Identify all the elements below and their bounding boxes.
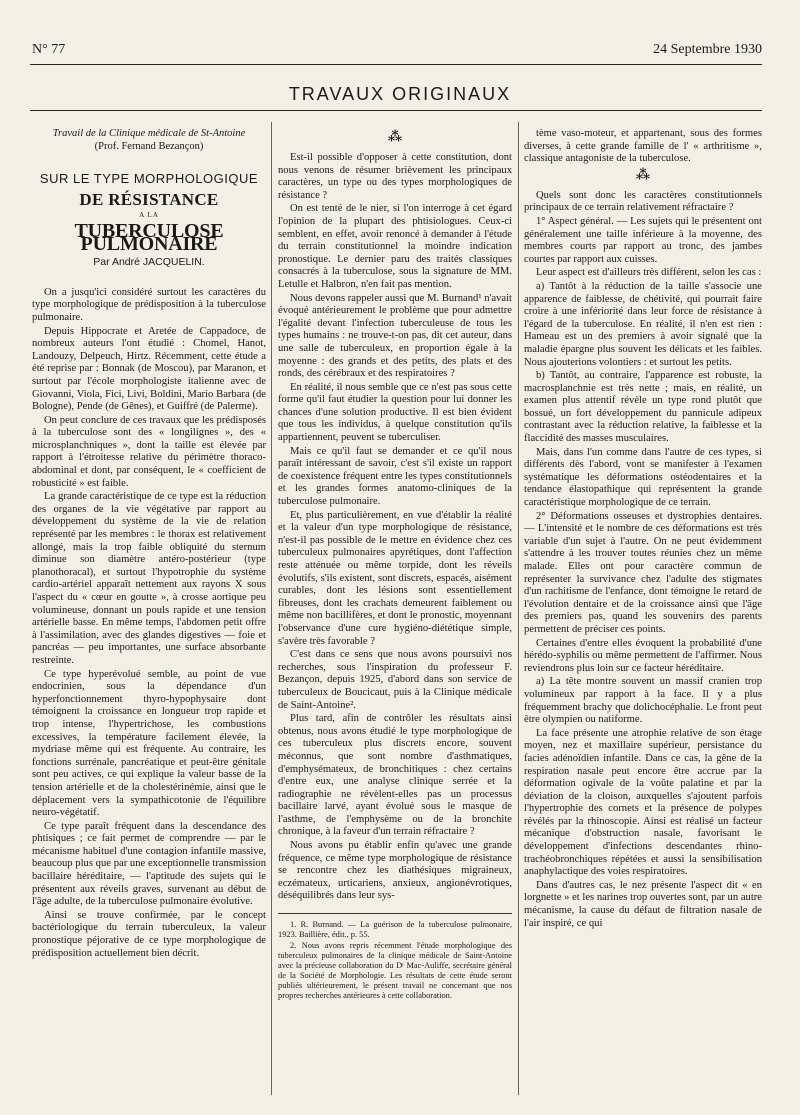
paragraph: 1° Aspect général. — Les sujets qui le présentent ont généralement une taille inférieure à la moyenne, des membres courts par rapport au tronc, des jambes courtes par rapport aux cuisses. — [524, 215, 762, 265]
column-divider — [518, 122, 519, 1095]
paragraph: Nous avons pu établir enfin qu'avec une grande fréquence, ce même type morphologique de résistance se rencontre chez les diathésiques migraineux, eczémateux, urticariens, anxieux, angionévrotiques, déséquilibrés dans leur sys- — [278, 840, 512, 902]
paragraph: Ce type paraît fréquent dans la descendance des phtisiques ; ce fait permet de comprendre — par le mécanisme habituel d'une contagion infantile massive, beaucoup plus que par une exceptionnelle transmission bacillaire héréditaire, — l'aptitude des sujets qui le présentent aux réveils graves, survenant au début de l'âge adulte, de la tuberculose pulmonaire évolutive. — [32, 820, 266, 908]
paragraph: Certaines d'entre elles évoquent la probabilité d'une hérédo-syphilis ou même permettent de l'affirmer. Nous reviendrons plus loin sur ce facteur héréditaire. — [524, 637, 762, 674]
page-header — [32, 42, 762, 62]
paragraph: a) La tête montre souvent un massif cranien trop volumineux par rapport à la face. Il y a plus fréquemment brachy que dolichocéphalie. Le front peut être olympien ou natiforme. — [524, 676, 762, 726]
paragraph: Et, plus particulièrement, en vue d'établir la réalité et la valeur d'un type morphologique de résistance, n'est-il pas possible de le mettre en évidence chez ces tuberculeux pulmonaires apyrétiques, dont l'affection reste atténuée ou même torpide, dont les réveils évolutifs, s'ils existent, sont discrets, espacés, aisément curables, dont les lésions sont essentiellement fibreuses, dont les crachats demeurent faiblement ou même non bacillifères, et dont le pronostic, moyennant l'observance d'une cure hygiéno-diététique simple, s'avère très favorable ? — [278, 509, 512, 647]
paragraph: 2° Déformations osseuses et dystrophies dentaires. — L'intensité et le nombre de ces déformations est très variable d'un sujet à l'autre. On ne peut évidemment s'attendre à les trouver toutes réunies chez un même malade. Elles ont pour caractère commun de représenter la survivance chez l'adulte des stigmates d'un rachitisme de l'enfance, dont témoigne le retard de l'évolution dentaire et de la croissance ainsi que l'âge des premiers pas, quand les souvenirs des parents permettent de préciser ces points. — [524, 510, 762, 635]
section-title: TRAVAUX ORIGINAUX — [288, 84, 512, 104]
paragraph: Dans d'autres cas, le nez présente l'aspect dit « en lorgnette » et les narines trop ouvertes sont, par un autre mécanisme, la cause du défaut de filtration nasale de l'air inspiré, ce qui — [524, 879, 762, 929]
paragraph: Ainsi se trouve confirmée, par le concept bactériologique du terrain tuberculeux, la valeur pronostique péjorative de ce type morphologique de prédisposition actuellement bien décrit. — [32, 909, 266, 959]
paragraph: a) Tantôt à la réduction de la taille s'associe une apparence de faiblesse, de chétivité, qui pourrait faire croire à une infériorité dans leur force de résistance à l'égard de la tuberculose. En réalité, il n'en est rien : Hameau est un des premiers à avoir signalé que la maladie épargne plus souvent les délicats et les faibles. Nous ajouterions volontiers : et surtout les petits. — [524, 280, 762, 368]
paragraph: On est tenté de le nier, si l'on interroge à cet égard l'opinion de la plupart des phtisiologues. Ceux-ci semblent, en effet, avoir renoncé à demander à l'étude du terrain constitutionnel la moindre indication pronostique. Le dernier paru des traités classiques consacrés à la tuberculose, sous la signature de MM. Letulle et Halbron, n'en fait pas mention. — [278, 203, 512, 290]
paragraph: Depuis Hippocrate et Aretée de Cappadoce, de nombreux auteurs l'ont étudié : Chomel, Hanot, Landouzy, Delpeuch, Hirtz. Récemment, cette étude a été reprise par : Bonnak (de Moscou), par Maranon, et surtout par l'école morphologiste italienne avec de Giovanni, Viola, Fici, Livi, Boldini, Mario Barbara (de Bologne), Pende (de Gênes), et Guiffré (de Palerme). — [32, 325, 266, 413]
article-title-line2: DE RÉSISTANCE — [79, 189, 219, 209]
column-3 — [524, 128, 762, 931]
paragraph: On a jusqu'ici considéré surtout les caractères du type morphologique de prédisposition à la tuberculose pulmonaire. — [32, 286, 266, 323]
issue-date: 24 Septembre 1930 — [653, 42, 762, 57]
paragraph: On peut conclure de ces travaux que les prédisposés à la tuberculose sont des « longilignes », des « microsplanchniques », dont la taille est élevée par rapport à l'étroitesse relative du périmètre thoraco-abdominal et dont, par conséquent, le « coefficient de robusticité » est faible. — [32, 414, 266, 489]
section-asterism: ⁂ — [387, 130, 403, 145]
clinic-credit: Travail de la Clinique médicale de St-Antoine — [52, 128, 246, 139]
column-1-body — [32, 287, 266, 960]
paragraph: La face présente une atrophie relative de son étage moyen, nez et maxillaire supérieur, persistance du facies adénoïdien infantile. Dans ce cas, la gêne de la respiration nasale peut encore être accrue par la déformation ogivale de la voûte palatine et par la déviation de la cloison, auxquelles s'ajoutent parfois l'hypertrophie des cornets et la présence de polypes révélés par la rhinoscopie. Ainsi est réalisé un facteur mécanique d'obstruction nasale, favorisant le développement d'infections descendantes rhino-trachéobronchiques répétées et aussi la sensibilisation anaphylactique des voies respiratoires. — [524, 727, 762, 878]
paragraph: b) Tantôt, au contraire, l'apparence est robuste, la macrosplanchnie est très nette ; mais, en réalité, un examen plus attentif révèle un type rond plutôt que bossué, un fort développement du pannicule adipeux contrastant avec la réduction relative, la faiblesse et la flaccidité des masses musculaires. — [524, 370, 762, 445]
paragraph: La grande caractéristique de ce type est la réduction des organes de la vie végétative par rapport au développement du système de la vie de relation représenté par les membres : le thorax est relativement allongé, mais la trop faible obliquité du sternum diminue son diamètre antéro-postérieur (type planothoracal), et surtout l'hypotrophie du système cardio-artériel apparaît nettement aux rayons X sous l'aspect du « cœur en goutte », à crosse aortique peu volumineuse, donnant un pouls rapide et une tension artérielle basse. En même temps, l'abdomen petit offre à l'assimilation, avec des glandes digestives — foie et pancréas — peu importantes, une surface absorbante restreinte. — [32, 491, 266, 666]
footnotes — [278, 913, 512, 1001]
paragraph: Est-il possible d'opposer à cette constitution, dont nous venons de résumer brièvement les principaux caractères, un type ou des types morphologiques de résistance ? — [278, 152, 512, 201]
section-asterism: ⁂ — [635, 167, 651, 183]
issue-number: N° 77 — [32, 42, 66, 57]
paragraph: Ce type hyperévolué semble, au point de vue endocrinien, sous la dépendance d'un hyperfonctionnement thyro-hypophysaire dont témoignent la croissance en longueur trop rapide et trop intense, l'hypertrichose, les combustions excessives, la température facilement élevée, la mydriase même qui est fréquente. Au contraire, les fonctions surrénale, pancréatique et peut-être génitale sont peu actives, ce qui explique la valeur basse de la tension artérielle et de la cholestérinémie, ainsi que le déplacement vers la sympathicotonie de l'équilibre neuro-végétatif. — [32, 668, 266, 819]
professor-credit: (Prof. Fernand Bezançon) — [94, 140, 204, 152]
paragraph: Quels sont donc les caractères constitutionnels principaux de ce terrain relativement réfractaire ? — [524, 189, 762, 214]
article-author: Par André JACQUELIN. — [93, 256, 205, 269]
column-divider — [271, 122, 272, 1095]
header-rule — [30, 64, 762, 65]
paragraph: Mais ce qu'il faut se demander et ce qu'il nous paraît intéressant de savoir, c'est s'il existe un rapport de coexistence fréquent entre les types constitutionnels et les grandes formes anatomo-cliniques de la tuberculose pulmonaire. — [278, 445, 512, 508]
article-title-line3: A LA — [139, 211, 159, 220]
footnote: 2. Nous avons repris récemment l'étude morphologique des tuberculeux pulmonaires de la clinique médicale de Saint-Antoine avec la précieuse collaboration du Dʳ Mac-Auliffe, secrétaire général de la Société de Morphologie. Les résultats de cette étude seront publiés ultérieurement, le présent travail ne concernant que nos propres recherches antérieures à cette collaboration. — [278, 941, 512, 1001]
paragraph: En réalité, il nous semble que ce n'est pas sous cette forme qu'il faut étudier la question pour lui donner les chances d'une solution productive. Il est bien évident que tous les individus, à quelque constitution qu'ils appartiennent, peuvent se tuberculiser. — [278, 381, 512, 444]
paragraph: Mais, dans l'un comme dans l'autre de ces types, si différents dès l'abord, vont se manifester à l'examen systématique les déformations ostéodentaires et la tendance élastopathique qui représentent la grande caractéristique morphologique de ce terrain. — [524, 446, 762, 509]
paragraph: C'est dans ce sens que nous avons poursuivi nos recherches, sous l'inspiration du professeur F. Bezançon, depuis 1925, d'abord dans son service de tuberculeux de Boucicaut, puis à la Clinique médicale de Saint-Antoine². — [278, 649, 512, 711]
paragraph: Nous devons rappeler aussi que M. Burnand¹ n'avait évoqué antérieurement le problème que pour admettre l'égalité devant l'infection tuberculeuse de tous les types humains : ne trouve-t-on pas, dit cet auteur, dans une salle de tuberculeux, en proportion égale à la moyenne : des grands et des petits, des plats et des ronds, des cérébraux et des respiratoires ? — [278, 292, 512, 380]
paragraph: Plus tard, afin de contrôler les résultats ainsi obtenus, nous avons étudié le type morphologique de ces tuberculeux plus discrets encore, souvent méconnus, que sont nombre d'asthmatiques, d'emphysémateux, de bronchitiques : chez certains d'entre eux, une analyse clinique serrée et la radiographie ne révèlent-elles pas un processus bacillaire larvé, ayant évolué sous le masque de l'asthme, de l'emphysème ou de la bronchite chronique, à la faveur d'un terrain réfractaire ? — [278, 713, 512, 838]
paragraph: tème vaso-moteur, et appartenant, sous des formes diverses, à cette grande famille de l' « arthritisme », classique antagoniste de la tuberculose. — [524, 128, 762, 165]
column-1 — [32, 128, 266, 961]
column-2 — [278, 128, 512, 1002]
footnote: 1. R. Burnand. — La guérison de la tuberculose pulmonaire, 1923. Baillière, édit., p. 55. — [278, 920, 512, 940]
section-rule — [30, 110, 762, 111]
article-title-line1: SUR LE TYPE MORPHOLOGIQUE — [39, 171, 259, 187]
paragraph: Leur aspect est d'ailleurs très différent, selon les cas : — [536, 267, 762, 279]
article-title-line4: TUBERCULOSE PULMONAIRE — [74, 219, 224, 255]
